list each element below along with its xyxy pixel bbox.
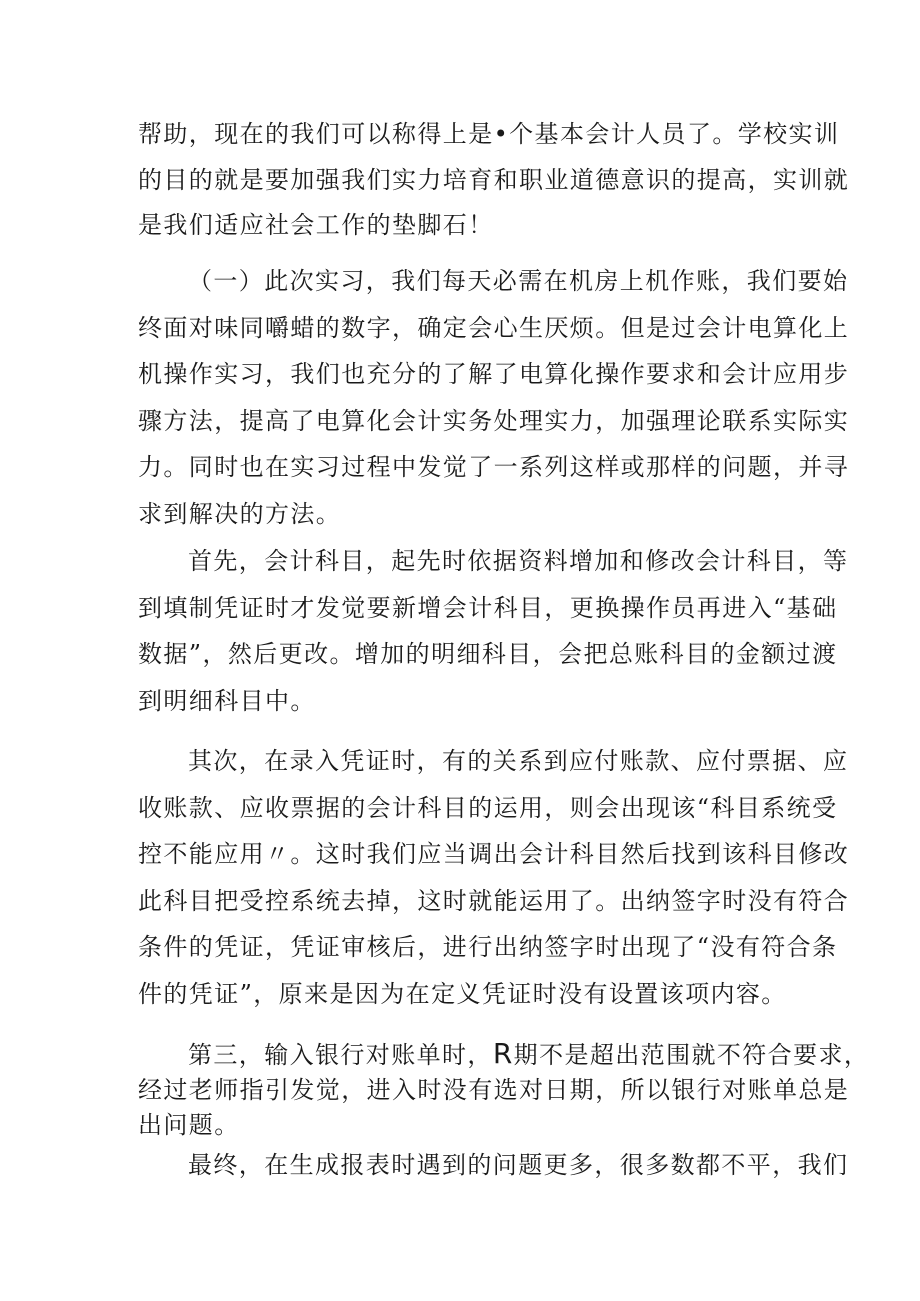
text-line: 出问题。: [138, 1111, 240, 1139]
text-line: 经过老师指引发觉，进入时没有选对日期，所以银行对账单总是: [138, 1076, 850, 1104]
text-line: 机操作实习，我们也充分的了解了电算化操作要求和会计应用步: [138, 360, 850, 388]
text-line: 的目的就是要加强我们实力培育和职业道德意识的提高，实训就: [138, 165, 850, 194]
text-line: 条件的凭证，凭证审核后，进行出纳签字时出现了“没有符合条: [138, 933, 838, 961]
text-line: 控不能应用〃。这时我们应当调出会计科目然后找到该科目修改: [138, 840, 850, 868]
text-line: （一）此次实习，我们每天必需在机房上机作账，我们要始: [188, 267, 849, 295]
text-line: 此科目把受控系统去掉，这时就能运用了。出纳签字时没有符合: [138, 886, 850, 915]
text-line: 到填制凭证时才发觉要新增会计科目，更换操作员再进入“基础: [138, 593, 838, 622]
text-line: 最终，在生成报表时遇到的问题更多，很多数都不平，我们: [188, 1151, 849, 1179]
text-line: 是我们适应社会工作的垫脚石！: [138, 211, 494, 239]
paragraph-5: [138, 1036, 870, 1143]
paragraph-3: [138, 538, 849, 724]
paragraph-6: [138, 1145, 849, 1185]
text-line: 收账款、应收票据的会计科目的运用，则会出现该“科目系统受: [138, 793, 838, 822]
paragraph-4: [138, 738, 850, 1017]
text-line: 骤方法，提高了电算化会计实务处理实力，加强理论联系实际实: [138, 406, 850, 435]
text-segment-large-letter: R: [492, 1037, 514, 1070]
text-segment: 第三，输入银行对账单时，: [188, 1041, 493, 1069]
text-line: 件的凭证”，原来是因为在定义凭证时没有设置该项内容。: [138, 979, 787, 1008]
text-line: 到明细科目中。: [138, 686, 316, 715]
text-line: 数据”，然后更改。增加的明细科目，会把总账科目的金额过渡: [138, 640, 838, 668]
text-line: 力。同时也在实习过程中发觉了一系列这样或那样的问题，并寻: [138, 453, 850, 481]
paragraph-2: [138, 258, 850, 537]
paragraph-1: [138, 112, 850, 249]
text-line: 首先，会计科目，起先时依据资料增加和修改会计科目，等: [188, 547, 849, 575]
text-line: [138, 1036, 870, 1073]
text-line: 求到解决的方法。: [138, 499, 342, 528]
text-segment: 期不是超出范围就不符合要求，: [513, 1041, 870, 1069]
text-line: 终面对味同嚼蜡的数字，确定会心生厌烦。但是过会计电算化上: [138, 313, 850, 342]
text-line: 帮助，现在的我们可以称得上是•个基本会计人员了。学校实训: [138, 120, 840, 148]
text-line: 其次，在录入凭证时，有的关系到应付账款、应付票据、应: [188, 747, 849, 775]
